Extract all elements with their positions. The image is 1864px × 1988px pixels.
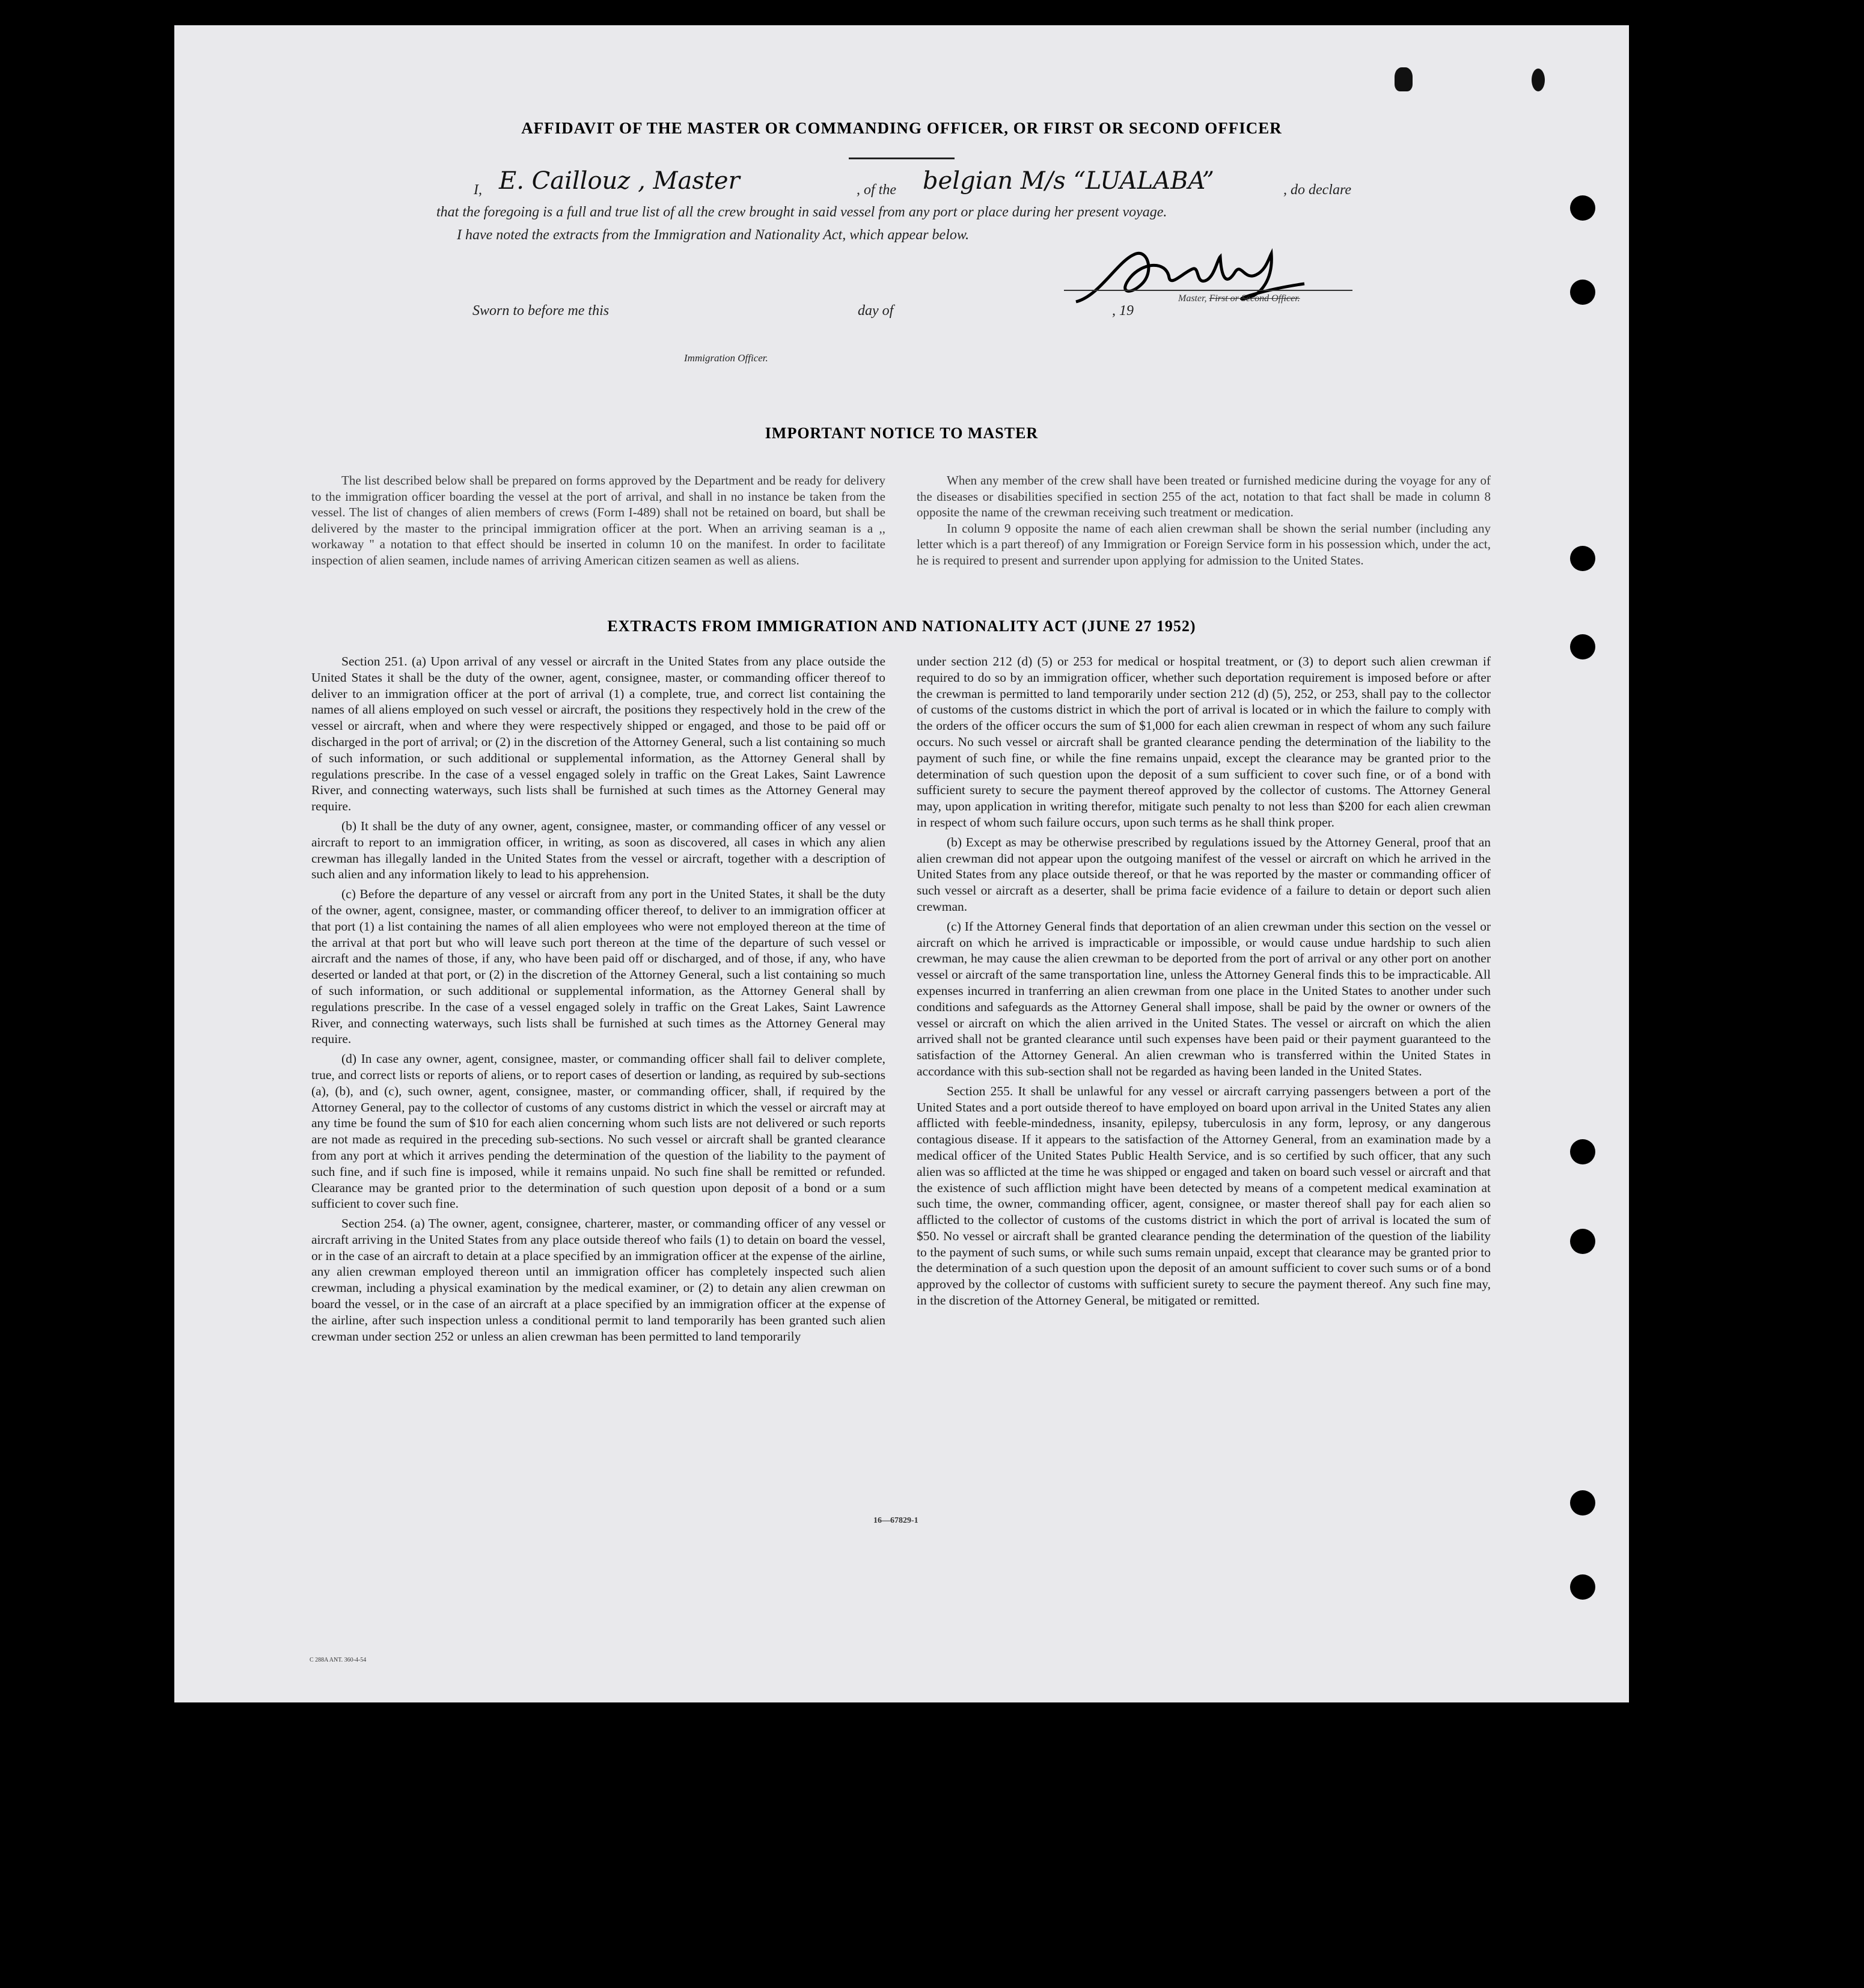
caption-struck: First or Second Officer. bbox=[1209, 293, 1300, 304]
form-number: C 288A ANT. 360-4-54 bbox=[310, 1657, 367, 1663]
notice-left-paragraph: The list described below shall be prepared on forms approved by the Department and be ready for delivery to the immigration officer boarding the vessel at the port of arrival, and shall in no instance be taken from the vessel. The list of changes of alien members of crews (Form I-489) shall not be retained on board, but shall be delivered by the master to the principal immigration officer at the port. When an arriving seaman is a ,, workaway " a notation to that effect should be inserted in column 10 on the manifest. In order to facilitate inspection of alien seamen, include names of arriving American citizen seamen as well as aliens. bbox=[311, 473, 885, 567]
section-254-b: (b) Except as may be otherwise prescribed by regulations issued by the Attorney General, proof that an alien crewman did not appear upon the outgoing manifest of the vessel or aircraft on which he arrived in the United States from any place outside thereof, or that he was reported by the master or commanding officer of such vessel or aircraft as a deserter, shall be prima facie evidence of a failure to detain or deport such alien crewman. bbox=[917, 834, 1491, 914]
extracts-right-column bbox=[917, 653, 1491, 1312]
title-rule bbox=[849, 158, 955, 159]
corner-mark bbox=[1532, 69, 1545, 91]
section-251-c: (c) Before the departure of any vessel or aircraft from any port in the United States, it shall be the duty of the owner, agent, consignee, master, or commanding officer thereof, to deliver to an immigration officer at that port (1) a list containing the names of all alien employees who were not employed thereon at the time of the arrival at that port but who will leave such port thereon at the time of the departure of such vessel or aircraft and the names of those, if any, who have been paid off or discharged, and of those, if any, who have deserted or landed at that port, or (2) in the discretion of the Attorney General, such a list containing so much of such information, or such additional or supplemental information, as the Attorney General shall by regulations prescribe. In the case of a vessel engaged solely in traffic on the Great Lakes, Saint Lawrence River, and connecting waterways, such lists shall be furnished at such times as the Attorney General may require. bbox=[311, 887, 885, 1047]
section-251-b: (b) It shall be the duty of any owner, agent, consignee, master, or commanding officer of any vessel or aircraft to report to an immigration officer, in writing, as soon as discovered, all cases in which any alien crewman has illegally landed in the United States from the vessel or aircraft, together with a description of such alien and any information likely to lead to his apprehension. bbox=[311, 818, 885, 882]
affidavit-title: AFFIDAVIT OF THE MASTER OR COMMANDING OFFICER, OR FIRST OR SECOND OFFICER bbox=[521, 119, 1282, 137]
section-254-c: (c) If the Attorney General finds that deportation of an alien crewman under this section on the vessel or aircraft on which he arrived is impracticable or impossible, or would cause undue hardship to such alien crewman, he may cause the alien crewman to be deported from the port of arrival or any other port on another vessel or aircraft of the same transportation line, unless the Attorney General finds this to be impracticable. All expenses incurred in tranferring an alien crewman from one place in the United States to another under such conditions and safeguards as the Attorney General shall impose, shall be paid by the owner or owners of the vessel or aircraft on which the alien arrived in the United States. The vessel or aircraft on which the alien arrived shall not be granted clearance until such expenses have been paid or their payment guaranteed to the satisfaction of the Attorney General. An alien crewman who is transferred within the United States in accordance with this sub-section shall not be regarded as having been landed in the United States. bbox=[917, 919, 1491, 1078]
affidavit-declare: , do declare bbox=[1283, 182, 1352, 198]
notice-left-column bbox=[311, 473, 885, 568]
year-label: , 19 bbox=[1112, 303, 1134, 319]
notice-right-paragraph-1: When any member of the crew shall have been treated or furnished medicine during the voyage for any of the diseases or disabilities specified in section 255 of the act, notation to that fact shall be made in column 8 opposite the name of the crewman receiving such treatment or medication. bbox=[917, 473, 1491, 519]
section-254-a-cont: under section 212 (d) (5) or 253 for medical or hospital treatment, or (3) to deport such alien crewman if required to do so by an immigration officer, whether such deportation requirement is imposed before or after the crewman is permitted to land temporarily under section 212 (d) (5), 252, or 253, shall pay to the collector of customs of the customs district in which the port of arrival is located or in which the failure to comply with the orders of the officer occurs the sum of $1,000 for each alien crewman in respect of whom any such failure occurs. No such vessel or aircraft shall be granted clearance pending the determination of the liability to the payment of such fine, or while the fine remains unpaid, except the clearance may be granted prior to the determination of such question upon the deposit of a sum sufficient to cover such fine, or of a bond with sufficient surety to secure the payment thereof approved by the collector of customs. The Attorney General may, upon application in writing therefor, mitigate such penalty to not less than $200 for each alien crewman in respect of whom such failure occurs, upon such terms as he shall think proper. bbox=[917, 654, 1491, 830]
extracts-title: EXTRACTS FROM IMMIGRATION AND NATIONALITY ACT (JUNE 27 1952) bbox=[607, 617, 1196, 635]
section-251-a: Section 251. (a) Upon arrival of any vessel or aircraft in the United States from any place outside the United States it shall be the duty of the owner, agent, consignee, master, or commanding officer thereof to deliver to an immigration officer at the port of arrival (1) a complete, true, and correct list containing the names of all aliens employed on such vessel or aircraft, the positions they respectively hold in the crew of the vessel or aircraft, when and where they were respectively shipped or engaged, and those to be paid off or discharged in the port of arrival; or (2) in the discretion of the Attorney General, such a list containing so much of such information, or such additional or supplemental information, as the Attorney General shall by regulations prescribe. In the case of a vessel engaged solely in traffic on the Great Lakes, Saint Lawrence River, and connecting waterways, such lists shall be furnished at such times as the Attorney General may require. bbox=[311, 654, 885, 814]
punch-hole bbox=[1570, 280, 1595, 305]
notice-right-paragraph-2: In column 9 opposite the name of each alien crewman shall be shown the serial number (including any letter which is a part thereof) of any Immigration or Foreign Service form in his possession which, under the act, he is required to present and surrender upon applying for admission to the United States. bbox=[917, 521, 1491, 567]
punch-hole bbox=[1570, 546, 1595, 571]
form-code: 16—67829-1 bbox=[873, 1516, 918, 1525]
affidavit-line-2: that the foregoing is a full and true list of all the crew brought in said vessel from any port or place during her present voyage. bbox=[436, 204, 1167, 220]
punch-hole bbox=[1570, 634, 1595, 659]
corner-mark bbox=[1395, 67, 1413, 91]
punch-hole bbox=[1570, 1229, 1595, 1254]
extracts-left-column bbox=[311, 653, 885, 1348]
caption-master: Master, bbox=[1178, 293, 1207, 304]
handwritten-vessel: belgian M/s “LUALABA” bbox=[923, 167, 1214, 195]
affidavit-line-3: I have noted the extracts from the Immigration and Nationality Act, which appear below. bbox=[457, 227, 970, 243]
punch-hole bbox=[1570, 1490, 1595, 1515]
notice-right-column bbox=[917, 473, 1491, 568]
affidavit-prefix: I, bbox=[474, 182, 482, 198]
document-page bbox=[174, 25, 1629, 1702]
section-251-d: (d) In case any owner, agent, consignee, master, or commanding officer shall fail to deliver complete, true, and correct lists or reports of aliens, or to report cases of desertion or landing, as required by sub-sections (a), (b), and (c), such owner, agent, consignee, master, or commanding officer, shall, if required by the Attorney General, pay to the collector of customs of any customs district in which the vessel or aircraft may at any time be found the sum of $10 for each alien concerning whom such lists are not delivered or such reports are not made as required in the preceding sub-sections. No such vessel or aircraft shall be granted clearance from any port at which it arrives pending the determination of the question of the liability to the payment of such fine, and if such fine is imposed, while it remains unpaid. No such fine shall be remitted or refunded. Clearance may be granted prior to the determination of such question upon deposit of a bond or a sum sufficient to cover such fine. bbox=[311, 1051, 885, 1211]
signature-caption bbox=[1178, 293, 1300, 304]
immigration-officer-label: Immigration Officer. bbox=[684, 352, 768, 364]
notice-title: IMPORTANT NOTICE TO MASTER bbox=[765, 424, 1039, 442]
handwritten-master-name: E. Caillouz , Master bbox=[499, 167, 740, 195]
master-signature bbox=[1064, 236, 1316, 320]
signature-line bbox=[1064, 290, 1352, 291]
punch-hole bbox=[1570, 195, 1595, 221]
punch-hole bbox=[1570, 1574, 1595, 1600]
section-255: Section 255. It shall be unlawful for any vessel or aircraft carrying passengers between a port of the United States and a port outside thereof to have employed on board upon arrival in the United States any alien afflicted with feeble-mindedness, insanity, epilepsy, tuberculosis in any form, leprosy, or any dangerous contagious disease. If it appears to the satisfaction of the Attorney General, from an examination made by a medical officer of the United States Public Health Service, and is so certified by such officer, that any such alien was so afflicted at the time he was shipped or engaged and taken on board such vessel or aircraft and that the existence of such affliction might have been detected by means of a competent medical examination at such time, the owner, commanding officer, agent, consignee, or master thereof shall pay for each alien so afflicted to the collector of customs of the customs district in which the port of arrival is located the sum of $50. No vessel or aircraft shall be granted clearance pending the determination of the question of the liability to the payment of such sums, or while such sums remain unpaid, except that clearance may be granted prior to the determination of a such question upon the deposit of an amount sufficient to cover such sums or of a bond approved by the collector of customs with sufficient surety to secure the payment thereof. Any such fine may, in the discretion of the Attorney General, be mitigated or remitted. bbox=[917, 1083, 1491, 1308]
affidavit-of-the: , of the bbox=[857, 182, 896, 198]
day-of-label: day of bbox=[858, 303, 894, 319]
section-254-a: Section 254. (a) The owner, agent, consignee, charterer, master, or commanding officer of any vessel or aircraft arriving in the United States from any place outside thereof who fails (1) to detain on board the vessel, or in the case of an aircraft to detain at a place specified by an immigration officer at the expense of the airline, any alien crewman employed thereon until an immigration officer has completely inspected such alien crewman, including a physical examination by the medical examiner, or (2) to detain any alien crewman on board the vessel, or in the case of an aircraft at a place specified by an immigration officer at the expense of the airline, after such inspection unless a conditional permit to land temporarily has been granted such alien crewman under section 252 or unless an alien crewman has been permitted to land temporarily bbox=[311, 1216, 885, 1344]
sworn-label: Sworn to before me this bbox=[472, 303, 610, 319]
punch-hole bbox=[1570, 1139, 1595, 1164]
